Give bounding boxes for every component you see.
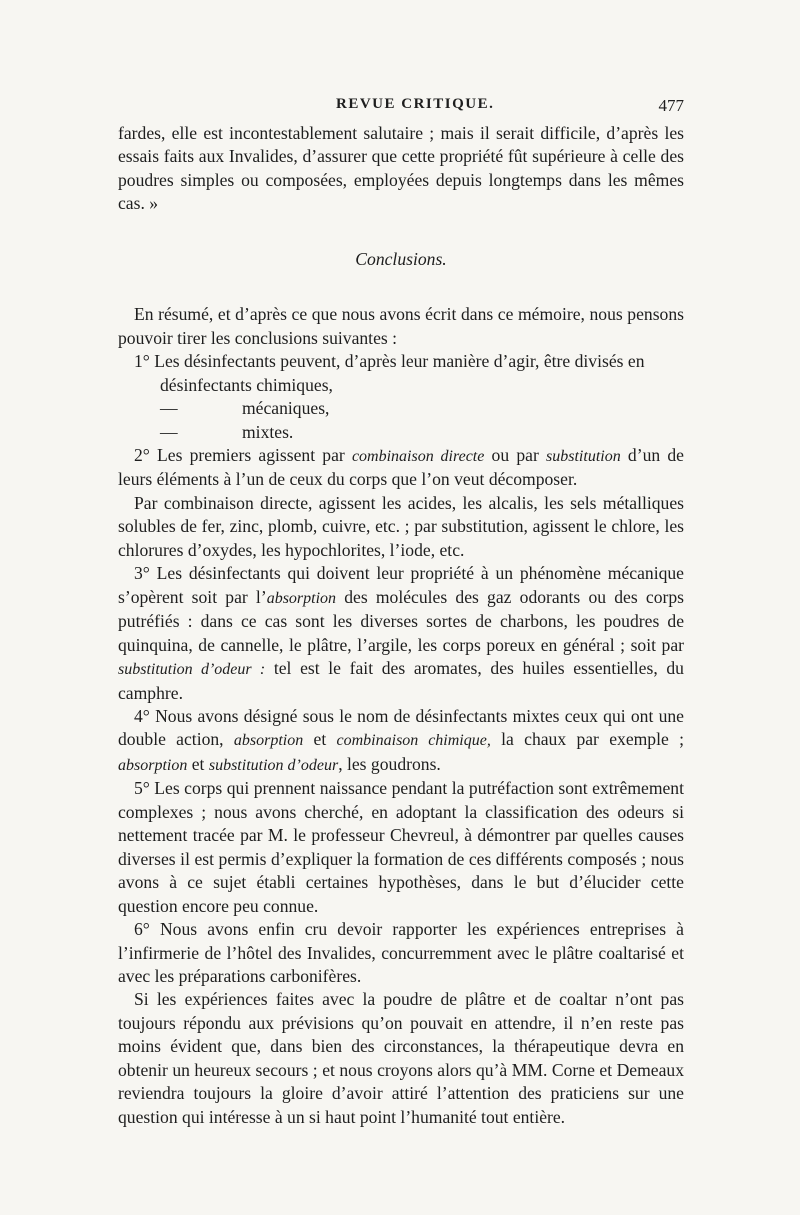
emphasis: substitution d’odeur [208, 756, 339, 774]
paragraph-intro: fardes, elle est incontestablement salutaire ; mais il serait difficile, d’après les essais faits aux Invalides, d’assurer que cette propriété fût supérieure à celle des poudres simples ou composées, employées depuis longtemps dans les mêmes cas. » [118, 123, 684, 214]
emphasis: absorption [266, 589, 337, 607]
list-item-label: mécaniques, [242, 398, 330, 419]
running-header [118, 96, 684, 122]
emphasis: substitution d’odeur : [118, 661, 266, 679]
text-run: et [187, 753, 209, 774]
text-run: 2° Les premiers agissent par [134, 444, 352, 465]
list-item-label: mixtes. [242, 421, 294, 442]
text-run: d’un de leurs éléments à l’un de ceux du corps que l’on veut décomposer. [118, 444, 684, 490]
page-number: 477 [658, 96, 684, 115]
running-title: REVUE CRITIQUE. [336, 96, 495, 112]
dash-mark: — [160, 421, 178, 442]
emphasis: combinaison chimique, [336, 732, 491, 750]
conclusion-point-2 [118, 444, 684, 492]
list-item-chemical: désinfectants chimiques, [160, 374, 333, 395]
body-text [118, 122, 684, 1129]
emphasis: absorption [233, 732, 304, 750]
text-run: , les goudrons. [338, 753, 441, 774]
emphasis: absorption [118, 756, 188, 774]
emphasis: combinaison directe [351, 447, 485, 465]
text-run: ou par [484, 444, 547, 465]
section-heading: Conclusions. [355, 248, 447, 269]
text-run: 3° Les désinfectants qui doivent leur propriété à un phénomène mécanique s’opèrent soit par l’ [118, 563, 684, 607]
text-run: la chaux par exemple ; [490, 729, 684, 750]
list-item-mechanical [118, 397, 684, 420]
dash-mark: — [160, 398, 178, 419]
conclusion-point-5: 5° Les corps qui prennent naissance pendant la putréfaction sont extrêmement complexes ; nous avons cherché, en adoptant la classification des odeurs si nettement tracée par M. le professeur Chevreul, à démontrer par quelles causes diverses il est permis d’expliquer la formation de ces différents composés ; nous avons à ce sujet établi certaines hypothèses, dans le but d’élucider cette question encore peu connue. [118, 778, 684, 916]
text-run: des molécules des gaz odorants ou des corps putréfiés : dans ce cas sont les diverses sortes de charbons, les poudres de quinquina, de cannelle, le plâtre, l’argile, les corps poreux en général ; soit par [118, 586, 684, 655]
emphasis: substitution [546, 447, 621, 465]
text-run: et [303, 729, 337, 750]
paragraph-combination: Par combinaison directe, agissent les acides, les alcalis, les sels métalliques solubles de fer, zinc, plomb, cuivre, etc. ; par substitution, agissent le chlore, les chlorures d’oxydes, les hypochlorites, l’iode, etc. [118, 492, 684, 560]
paragraph-summary: En résumé, et d’après ce que nous avons écrit dans ce mémoire, nous pensons pouvoir tirer les conclusions suivantes : [118, 304, 684, 348]
text-run: 4° Nous avons désigné sous le nom de désinfectants mixtes ceux qui ont une double action, [118, 705, 684, 750]
page [118, 96, 684, 1129]
conclusion-point-4 [118, 705, 684, 777]
list-item-mixed [118, 421, 684, 444]
text-run: tel est le fait des aromates, des huiles essentielles, du camphre. [118, 658, 684, 703]
conclusion-point-6: 6° Nous avons enfin cru devoir rapporter les expériences entreprises à l’infirmerie de l’hôtel des Invalides, concurremment avec le plâtre coaltarisé et avec les préparations carbonifères. [118, 919, 684, 986]
conclusion-point-3 [118, 562, 684, 705]
conclusion-point-1: 1° Les désinfectants peuvent, d’après leur manière d’agir, être divisés en [134, 351, 645, 372]
paragraph-final: Si les expériences faites avec la poudre de plâtre et de coaltar n’ont pas toujours répondu aux prévisions qu’on pouvait en attendre, il n’en reste pas moins évident que, dans bien des circonstances, la thérapeutique devra en obtenir un heureux secours ; et nous croyons alors qu’à MM. Corne et Demeaux reviendra toujours la gloire d’avoir attiré l’attention des praticiens sur une question qui intéresse à un si haut point l’humanité tout entière. [118, 989, 684, 1127]
